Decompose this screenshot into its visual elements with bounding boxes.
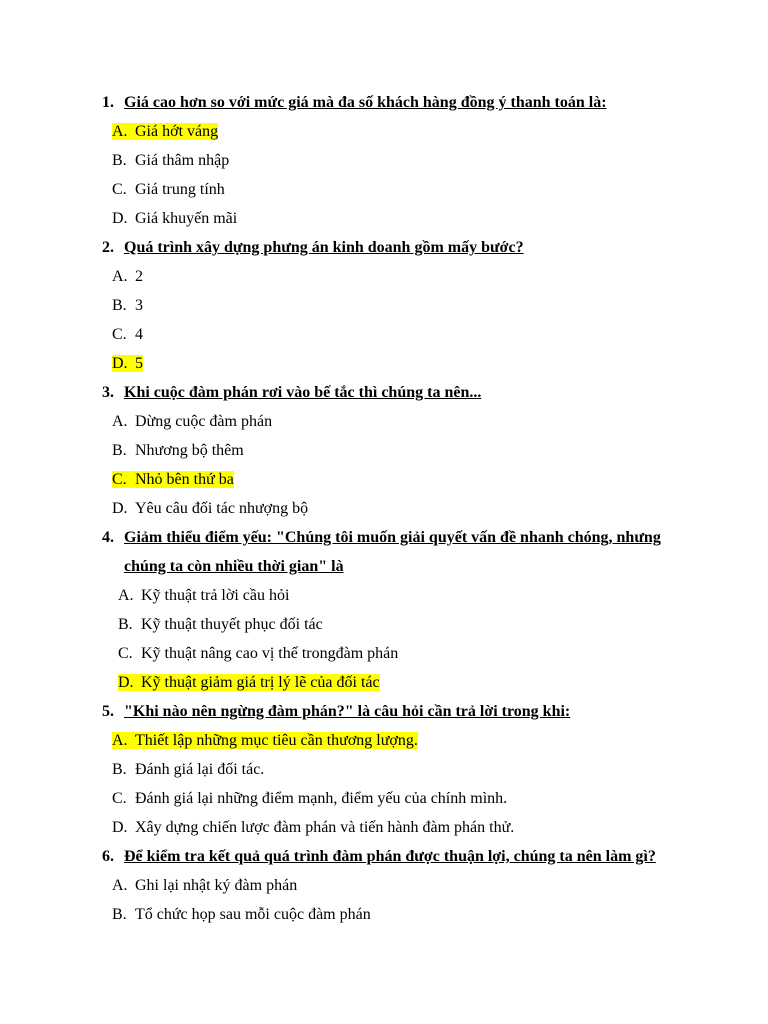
option-letter: D.	[112, 819, 128, 836]
question-4	[102, 527, 661, 549]
answer-highlight	[118, 674, 380, 691]
option-letter: B.	[112, 297, 127, 314]
option-letter: B.	[112, 906, 127, 923]
question-3	[102, 382, 481, 404]
option-6b	[112, 904, 371, 926]
option-2c	[112, 324, 143, 346]
option-text: Nhỏ bên thứ ba	[135, 471, 234, 488]
question-text: Để kiểm tra kết quả quá trình đàm phán được thuận lợi, chúng ta nên làm gì?	[124, 848, 656, 865]
question-number: 6.	[102, 848, 114, 865]
question-6	[102, 846, 656, 868]
option-text: 2	[135, 268, 143, 285]
option-letter: D.	[112, 500, 128, 517]
question-number: 3.	[102, 384, 114, 401]
option-5a	[112, 730, 418, 752]
option-3b	[112, 440, 244, 462]
option-text: Giá thâm nhập	[135, 152, 230, 169]
option-text: 5	[135, 355, 143, 372]
option-5c	[112, 788, 507, 810]
option-text: 3	[135, 297, 143, 314]
option-2a	[112, 266, 143, 288]
option-letter: A.	[118, 587, 134, 604]
option-letter: D.	[118, 674, 134, 691]
option-1c	[112, 179, 225, 201]
option-text: Đánh giá lại đối tác.	[135, 761, 265, 778]
option-text: Nhương bộ thêm	[135, 442, 244, 459]
question-number: 4.	[102, 529, 114, 546]
option-letter: C.	[112, 471, 127, 488]
option-4a	[118, 585, 289, 607]
question-text-line-1: Giảm thiểu điểm yếu: "Chúng tôi muốn giải quyết vấn đề nhanh chóng, nhưng	[124, 529, 661, 546]
question-2	[102, 237, 524, 259]
option-text: Xây dựng chiến lược đàm phán và tiến hành đàm phán thử.	[135, 819, 515, 836]
option-6a	[112, 875, 297, 897]
option-letter: C.	[112, 326, 127, 343]
option-letter: D.	[112, 210, 128, 227]
option-text: Kỹ thuật giảm giá trị lý lẽ của đối tác	[141, 674, 380, 691]
option-text: Giá khuyến mãi	[135, 210, 238, 227]
question-text: Quá trình xây dựng phưng án kinh doanh gồm mấy bước?	[124, 239, 524, 256]
question-1	[102, 92, 607, 114]
option-text: Kỹ thuật thuyết phục đối tác	[141, 616, 323, 633]
option-letter: C.	[112, 181, 127, 198]
question-text: "Khi nào nên ngừng đàm phán?" là câu hỏi cần trả lời trong khi:	[124, 703, 571, 720]
question-text: Giá cao hơn so với mức giá mà đa số khách hàng đồng ý thanh toán là:	[124, 94, 607, 111]
option-text: Giá trung tính	[135, 181, 225, 198]
option-5b	[112, 759, 264, 781]
option-text: Kỹ thuật trả lời cầu hỏi	[141, 587, 290, 604]
option-text: Yêu câu đối tác nhượng bộ	[135, 500, 309, 517]
option-letter: D.	[112, 355, 128, 372]
option-3a	[112, 411, 272, 433]
option-letter: C.	[112, 790, 127, 807]
option-letter: A.	[112, 123, 128, 140]
option-text: Kỹ thuật nâng cao vị thế trongđàm phán	[141, 645, 399, 662]
option-5d	[112, 817, 514, 839]
option-letter: B.	[112, 761, 127, 778]
question-text: Khi cuộc đàm phán rơi vào bế tắc thì chúng ta nên...	[124, 384, 482, 401]
option-letter: A.	[112, 413, 128, 430]
option-text: Tổ chức họp sau mỗi cuộc đàm phán	[135, 906, 371, 923]
answer-highlight	[112, 471, 234, 488]
option-1a	[112, 121, 218, 143]
option-letter: A.	[112, 268, 128, 285]
option-2b	[112, 295, 143, 317]
question-4-continued	[124, 556, 344, 578]
option-text: Dừng cuộc đàm phán	[135, 413, 273, 430]
option-4d	[118, 672, 380, 694]
option-1b	[112, 150, 229, 172]
question-number: 1.	[102, 94, 114, 111]
answer-highlight	[112, 355, 143, 372]
option-text: 4	[135, 326, 143, 343]
option-letter: B.	[112, 152, 127, 169]
answer-highlight	[112, 123, 218, 140]
answer-highlight	[112, 732, 418, 749]
option-2d	[112, 353, 143, 375]
option-letter: B.	[112, 442, 127, 459]
option-3d	[112, 498, 308, 520]
option-letter: A.	[112, 732, 128, 749]
option-letter: A.	[112, 877, 128, 894]
option-3c	[112, 469, 234, 491]
option-text: Giá hớt váng	[135, 123, 219, 140]
question-number: 2.	[102, 239, 114, 256]
option-text: Đánh giá lại những điểm mạnh, điểm yếu của chính mình.	[135, 790, 508, 807]
question-5	[102, 701, 570, 723]
option-text: Thiết lập những mục tiêu cần thương lượng.	[135, 732, 418, 749]
option-letter: C.	[118, 645, 133, 662]
option-letter: B.	[118, 616, 133, 633]
question-text-line-2: chúng ta còn nhiều thời gian" là	[124, 558, 344, 575]
option-4c	[118, 643, 398, 665]
option-text: Ghi lại nhật ký đàm phán	[135, 877, 298, 894]
question-number: 5.	[102, 703, 114, 720]
option-4b	[118, 614, 323, 636]
option-1d	[112, 208, 237, 230]
